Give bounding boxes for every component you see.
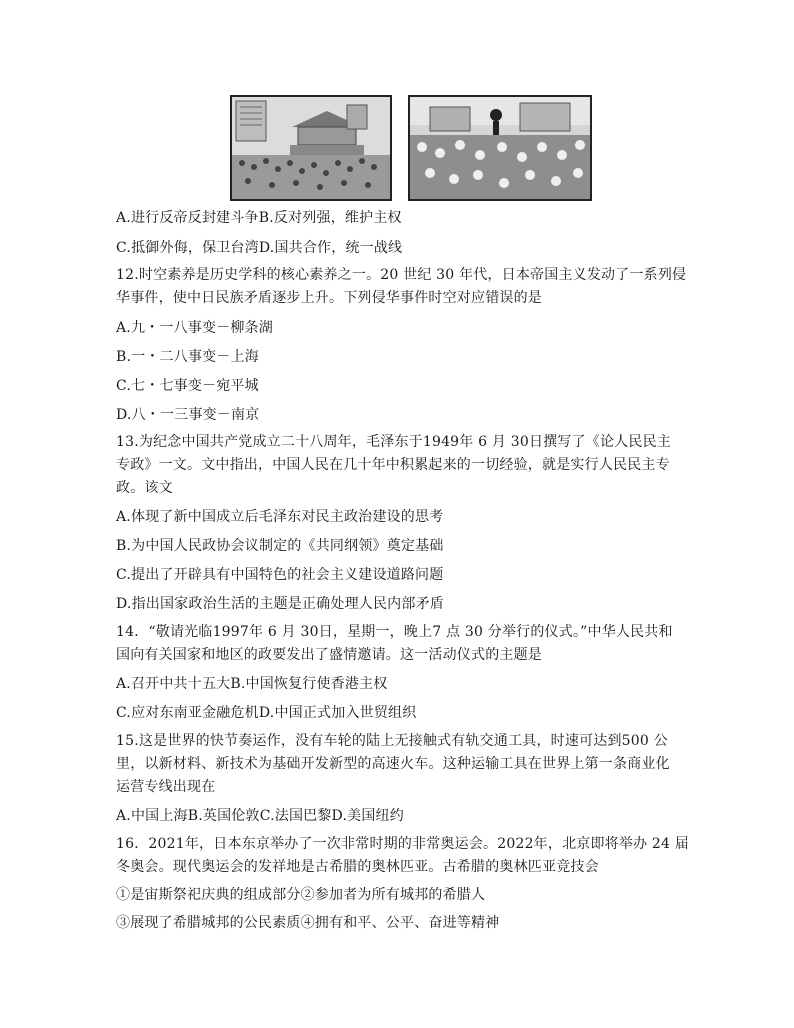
q16-stem-line-1: 16．2021年，日本东京举办了一次非常时期的非常奥运会。2022年，北京即将举办 24 届 <box>116 836 689 852</box>
q12-option-d: D.八・一三事变－南京 <box>116 407 260 423</box>
q11-option-cd: C.抵御外侮，保卫台湾D.国共合作，统一战线 <box>116 240 403 256</box>
q16-statements-1-2: ①是宙斯祭祀庆典的组成部分②参加者为所有城邦的希腊人 <box>116 887 486 903</box>
q13-stem-line-3: 政。该文 <box>116 480 173 496</box>
q15-stem-line-2: 里，以新材料、新技术为基础开发新型的高速火车。这种运输工具在世界上第一条商业化 <box>116 756 670 772</box>
q15-stem-line-3: 运营专线出现在 <box>116 779 216 795</box>
q14-stem-line-1: 14．“敬请光临1997年 6 月 30日，星期一，晚上7 点 30 分举行的仪式。”中华人民共和 <box>116 624 673 640</box>
q12-option-c: C.七・七事变－宛平城 <box>116 378 259 394</box>
q12-option-b: B.一・二八事变－上海 <box>116 349 259 365</box>
historical-illustrations <box>230 95 592 199</box>
q14-option-cd: C.应对东南亚金融危机D.中国正式加入世贸组织 <box>116 705 417 721</box>
illustration-right-crowd-scene <box>408 95 592 201</box>
q12-option-a: A.九・一八事变－柳条湖 <box>116 320 273 336</box>
q13-option-b: B.为中国人民政协会议制定的《共同纲领》奠定基础 <box>116 538 444 554</box>
q13-option-d: D.指出国家政治生活的主题是正确处理人民内部矛盾 <box>116 596 444 612</box>
q14-stem-line-2: 国向有关国家和地区的政要发出了盛情邀请。这一活动仪式的主题是 <box>116 647 542 663</box>
q15-stem-line-1: 15.这是世界的快节奏运作，没有车轮的陆上无接触式有轨交通工具，时速可达到500 公 <box>116 733 668 749</box>
q16-statements-3-4: ③展现了希腊城邦的公民素质④拥有和平、公平、奋进等精神 <box>116 915 500 931</box>
illustration-left-gate-crowd <box>230 95 392 201</box>
q14-option-ab: A.召开中共十五大B.中国恢复行使香港主权 <box>116 676 388 692</box>
q12-stem-line-1: 12.时空素养是历史学科的核心素养之一。20 世纪 30 年代，日本帝国主义发动了一系列侵 <box>116 267 687 283</box>
q13-stem-line-2: 专政》一文。文中指出，中国人民在几十年中积累起来的一切经验，就是实行人民民主专 <box>116 457 670 473</box>
q11-option-ab: A.进行反帝反封建斗争B.反对列强，维护主权 <box>116 210 402 226</box>
q13-option-c: C.提出了开辟具有中国特色的社会主义建设道路问题 <box>116 567 444 583</box>
q13-option-a: A.体现了新中国成立后毛泽东对民主政治建设的思考 <box>116 509 444 525</box>
q16-stem-line-2: 冬奥会。现代奥运会的发祥地是古希腊的奥林匹亚。古希腊的奥林匹亚竞技会 <box>116 859 599 875</box>
q15-options: A.中国上海B.英国伦敦C.法国巴黎D.美国纽约 <box>116 808 404 824</box>
q12-stem-line-2: 华事件，使中日民族矛盾逐步上升。下列侵华事件时空对应错误的是 <box>116 290 542 306</box>
q13-stem-line-1: 13.为纪念中国共产党成立二十八周年，毛泽东于1949年 6 月 30日撰写了《论人民民主 <box>116 434 671 450</box>
